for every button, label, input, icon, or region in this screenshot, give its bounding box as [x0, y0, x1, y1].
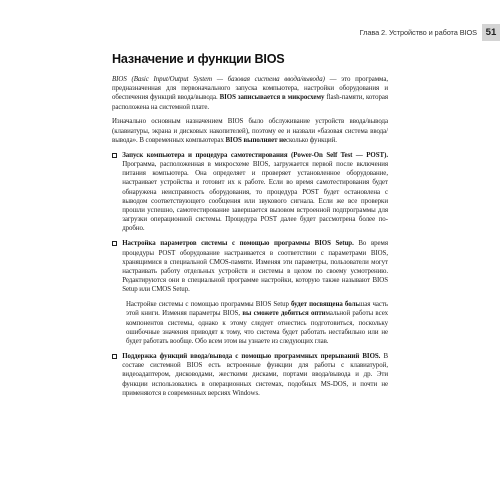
page-number: 51: [482, 24, 500, 41]
intro-paragraph: [112, 75, 388, 112]
list-item-text: [122, 352, 388, 398]
list-item-body: Программа, расположенная в микросхеме BIOS, загружается первой после включения питания компьютера. Она определяет и проверяет установленное оборудование, настраивает устройства и готовит их к работе. Если во время самотестирования будет обнаружена неисправность оборудования, то процедура POST будет остановлена с выводом соответствующего сообщения или звукового сигнала. Если же все проверки прошли успешно, самотестирование завершается вызовом встроенной подпрограммы для загрузки операционной системы. Процедура POST далее будет рассмотрена более подробно.: [122, 160, 388, 233]
list-item: [112, 151, 388, 234]
list-item-heading: Настройка параметров системы с помощью программы BIOS Setup.: [122, 240, 354, 248]
list-item-heading: Запуск компьютера и процедура самотестирования (Power-On Self Test — POST).: [122, 151, 388, 159]
para2-text: Изначально основным назначением BIOS было обслуживание устройств ввода/вывода (клавиатуры, экрана и дисковых накопителей), поэтому ее и назвали «базовая система ввода/вывода». В современных компьютерах: [112, 118, 388, 144]
list-item-text: [122, 151, 388, 234]
para2-bold: BIOS выполняет не: [225, 136, 287, 144]
checkbox-bullet-icon: [112, 241, 117, 246]
intro-text: — это программа, предназначенная для первоначального запуска компьютера, настройки оборудования и обеспечения функций ввода/вывода.: [112, 76, 388, 102]
section-title: Назначение и функции BIOS: [112, 52, 285, 66]
note-text-1: Настройке системы с помощью программы BIOS Setup: [126, 301, 292, 309]
checkbox-bullet-icon: [112, 354, 117, 359]
note-bold-2: вы сможете добиться опти: [242, 310, 326, 318]
checkbox-bullet-icon: [112, 153, 117, 158]
note-text-2: шая часть этой книги. Изменяя параметры BIOS,: [126, 301, 388, 318]
setup-note-paragraph: [126, 300, 388, 346]
functions-paragraph: [112, 117, 388, 145]
list-item: [112, 239, 388, 294]
intro-tail: flash-памяти, которая расположена на системной плате.: [112, 94, 389, 111]
note-bold-1: будет посвящена боль: [291, 301, 359, 309]
list-item-body: В составе системной BIOS есть встроенные функции для работы с клавиатурой, видеоадаптером, дисководами, жесткими дисками, портами ввода/вывода и др. Эти функции использовались в операционных системах, подобных MS-DOS, и почти не применяются в современных версиях Windows.: [122, 352, 389, 397]
para2-tail: сколько функций.: [286, 136, 337, 144]
list-item-body: Во время процедуры POST оборудование настраивается в соответствии с параметрами BIOS, хранящимися в специальной CMOS-памяти. Изменяя эти параметры, пользователи могут настраивать работу отдельных устройств и системы в целом по своему усмотрению. Редактируются они в специальной программе настройки, которую также называют BIOS Setup или CMOS Setup.: [122, 240, 388, 294]
list-item-heading: Поддержка функций ввода/вывода с помощью программных прерываний BIOS.: [122, 352, 381, 360]
intro-bold: BIOS записывается в микросхему: [219, 94, 325, 102]
running-header: [360, 24, 500, 41]
list-item-text: [122, 239, 388, 294]
intro-lead: BIOS (Basic Input/Output System — базовая система ввода/вывода): [112, 76, 325, 83]
page-body: [112, 48, 388, 404]
list-item: [112, 352, 388, 398]
chapter-title: Глава 2. Устройство и работа BIOS: [359, 28, 477, 37]
note-text-3: мальной работы всех компонентов системы, однако к этому следует отнестись подготовиться, поскольку ошибочные значения приводят к тому, что система будет работать нестабильно или не будет работать вообще. Обо всем этом вы узнаете из следующих глав.: [126, 310, 389, 346]
